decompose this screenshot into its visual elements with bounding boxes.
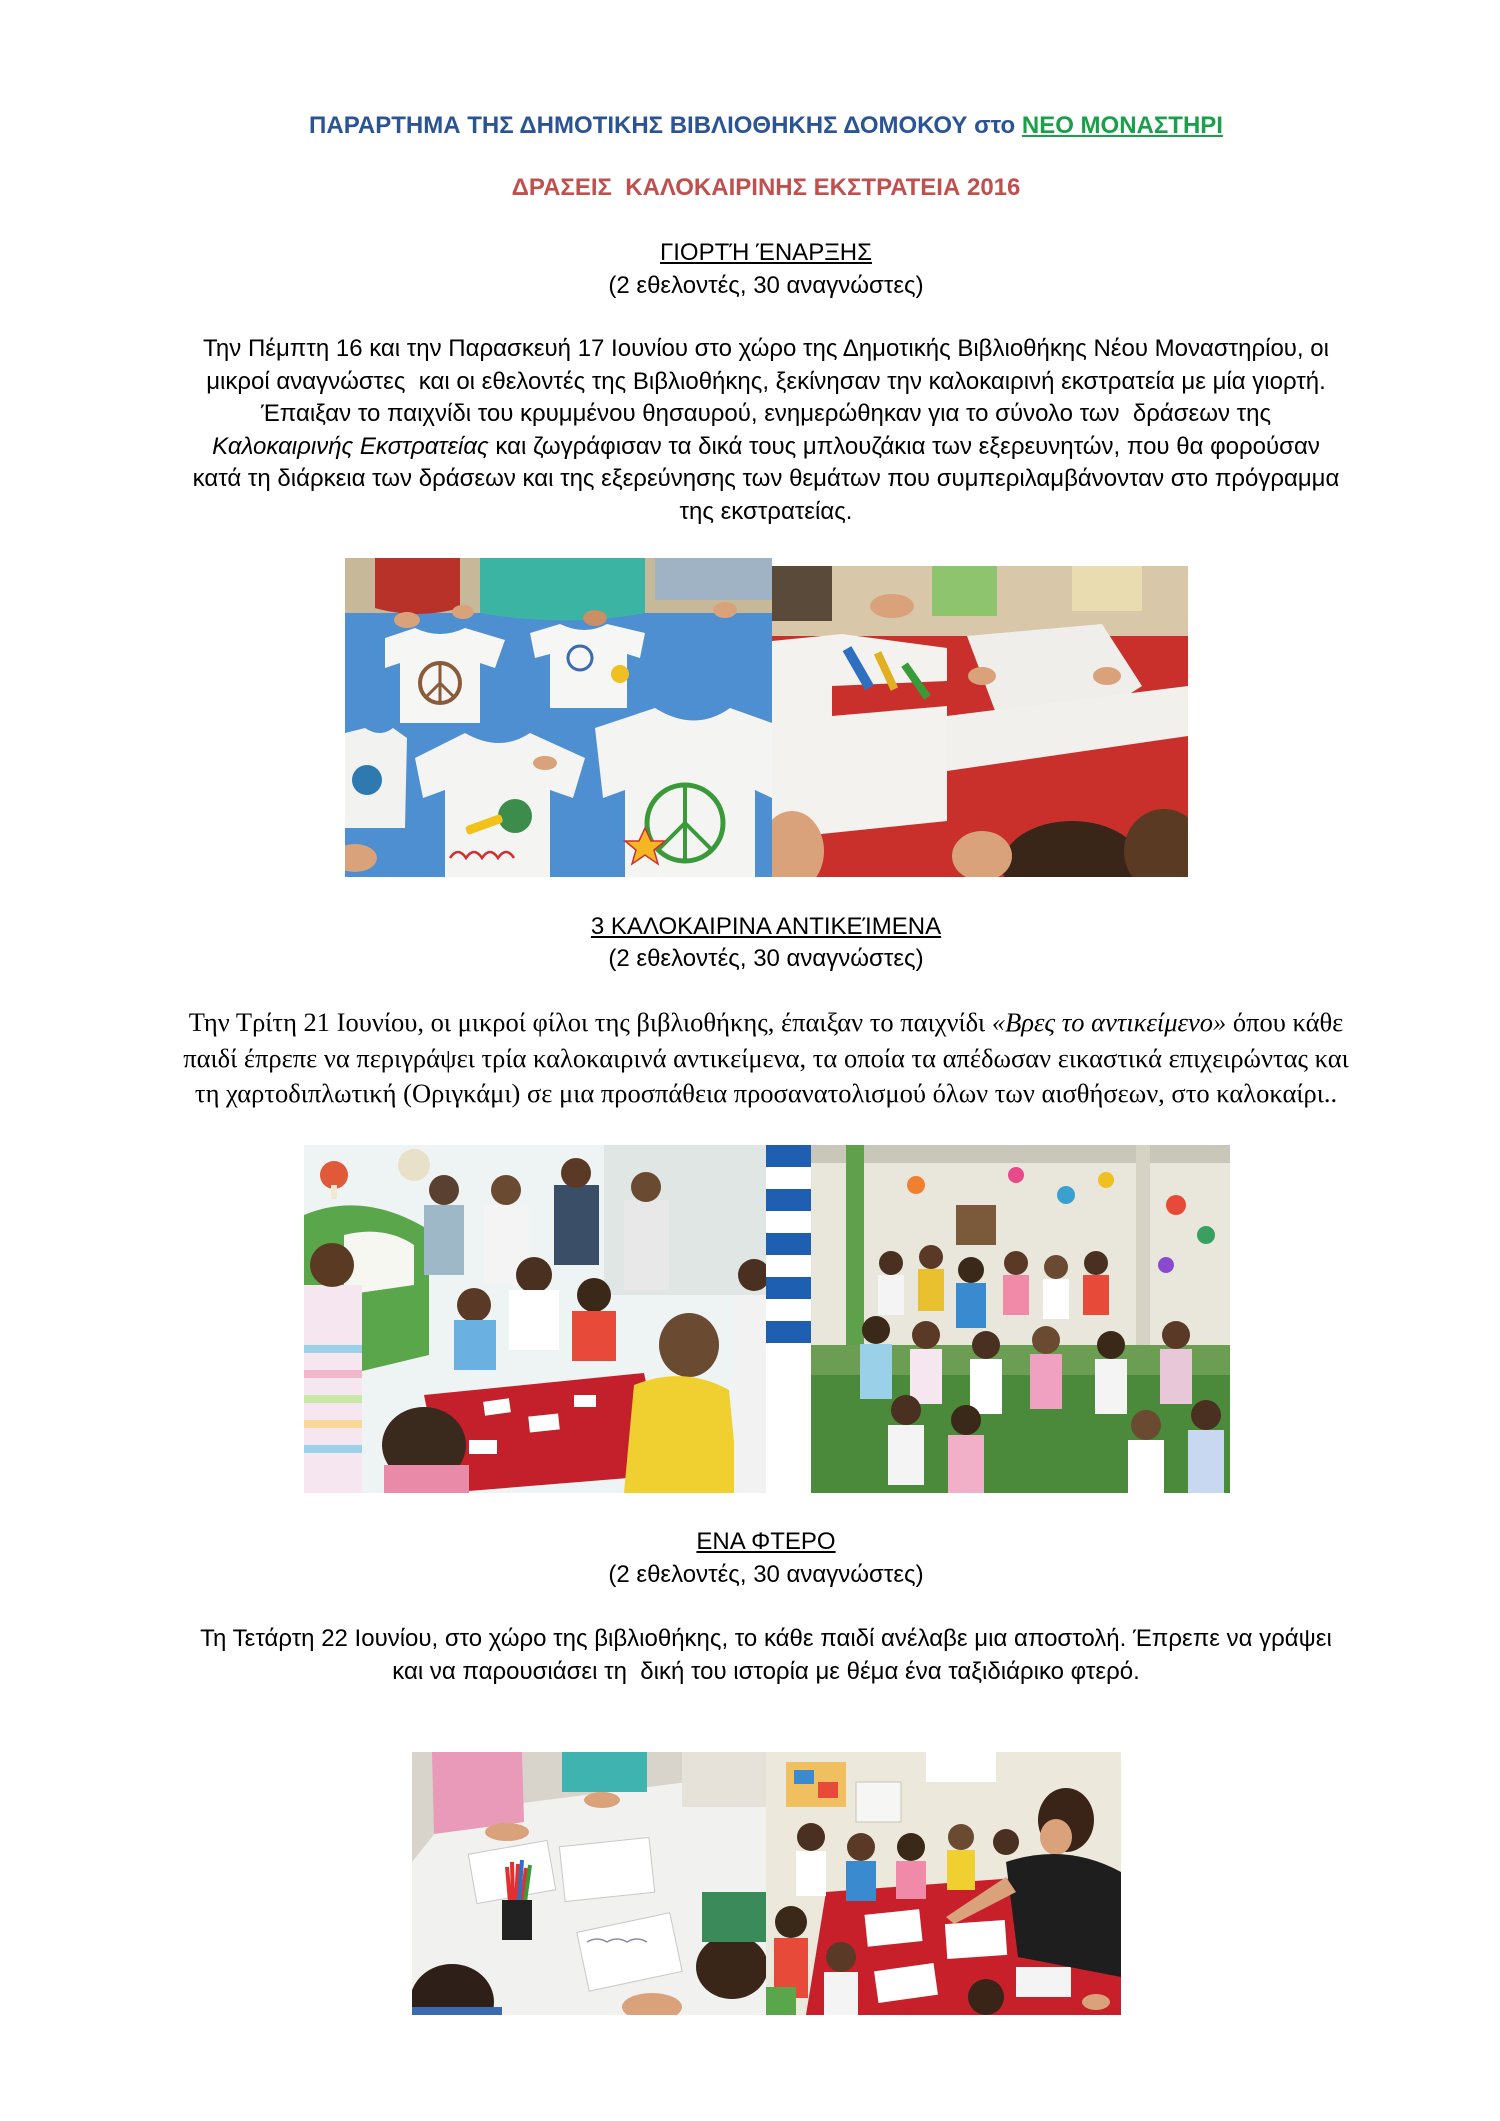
section-participants: (2 εθελοντές, 30 αναγνώστες) (608, 945, 924, 972)
line-text: όπου κάθε (1226, 1007, 1344, 1037)
paragraph-line: Τη Τετάρτη 22 Ιουνίου, στο χώρο της βιβλιοθήκης, το κάθε παιδί ανέλαβε μια αποστολή. Έπρεπε να γράψει (200, 1625, 1332, 1652)
paragraph-line: Έπαιξαν το παιχνίδι του κρυμμένου θησαυρού, ενημερώθηκαν για το σύνολο των δράσεων της (260, 400, 1272, 428)
photo-children-with-volunteer-red-table (766, 1752, 1121, 2015)
page-title (32, 110, 1500, 142)
paragraph-line: παιδί έπρεπε να περιγράψει τρία καλοκαιρινά αντικείμενα, τα οποία τα απέδωσαν εικαστικά επιχειρώντας και (183, 1042, 1349, 1073)
page-subtitle: ΔΡΑΣΕΙΣ ΚΑΛΟΚΑΙΡΙΝΗΣ ΕΚΣΤΡΑΤΕΙΑ 2016 (511, 174, 1021, 201)
italic-phrase: «Βρες το αντικείμενο» (991, 1007, 1227, 1037)
paragraph-line: μικροί αναγνώστες και οι εθελοντές της Βιβλιοθήκης, ξεκίνησαν την καλοκαιρινή εκστρατεία με μία γιορτή. (206, 367, 1326, 395)
section-heading-summer-objects: 3 ΚΑΛΟΚΑΙΡΙΝΑ ΑΝΤΙΚΕΊΜΕΝΑ (590, 913, 942, 940)
section-heading-feather: ΕΝΑ ΦΤΕΡΟ (696, 1528, 836, 1555)
photo-tshirt-painting-table (345, 558, 772, 877)
section-paragraph (32, 333, 1500, 529)
section-heading-opening-celebration: ΓΙΟΡΤΉ ΈΝΑΡΞΗΣ (660, 239, 872, 266)
paragraph-line (32, 1005, 1500, 1041)
section-participants: (2 εθελοντές, 30 αναγνώστες) (608, 1561, 924, 1588)
paragraph-line: κατά τη διάρκεια των δράσεων και της εξερεύνησης των θεμάτων που συμπεριλαμβάνονταν στο πρόγραμμα (192, 465, 1340, 493)
section-participants: (2 εθελοντές, 30 αναγνώστες) (608, 272, 924, 299)
village-link[interactable]: ΝΕΟ ΜΟΝΑΣΤΗΡΙ (1021, 112, 1223, 139)
paragraph-line: και να παρουσιάσει τη δική του ιστορία με θέμα ένα ταξιδιάρικο φτερό. (392, 1658, 1140, 1685)
photo-children-at-red-table (304, 1145, 766, 1493)
paragraph-line: Την Πέμπτη 16 και την Παρασκευή 17 Ιουνίου στο χώρο της Δημοτικής Βιβλιοθήκης Νέου Μοναστηρίου, οι (203, 335, 1329, 362)
photo-children-sitting-on-floor (766, 1145, 1230, 1493)
section-paragraph (32, 1622, 1500, 1688)
line-text: Την Τρίτη 21 Ιουνίου, οι μικροί φίλοι της βιβλιοθήκης, έπαιξαν το παιχνίδι (188, 1007, 992, 1037)
paragraph-line (32, 431, 1500, 464)
photo-tshirt-painting-red-cloth (772, 566, 1188, 877)
paragraph-line: τη χαρτοδιπλωτική (Οριγκάμι) σε μια προσπάθεια προσανατολισμού όλων των αισθήσεων, στο καλοκαίρι.. (194, 1078, 1338, 1108)
photo-children-writing-white-table (412, 1752, 766, 2015)
section-paragraph (32, 1005, 1500, 1112)
italic-phrase: Καλοκαιρινής Εκστρατείας (212, 432, 489, 460)
page-title-text: ΠΑΡΑΡΤΗΜΑ ΤΗΣ ΔΗΜΟΤΙΚΗΣ ΒΙΒΛΙΟΘΗΚΗΣ ΔΟΜΟΚΟΥ στο (309, 112, 1022, 139)
paragraph-line: της εκστρατείας. (679, 497, 853, 525)
line-text: και ζωγράφισαν τα δικά τους μπλουζάκια των εξερευνητών, που θα φορούσαν (488, 432, 1320, 460)
